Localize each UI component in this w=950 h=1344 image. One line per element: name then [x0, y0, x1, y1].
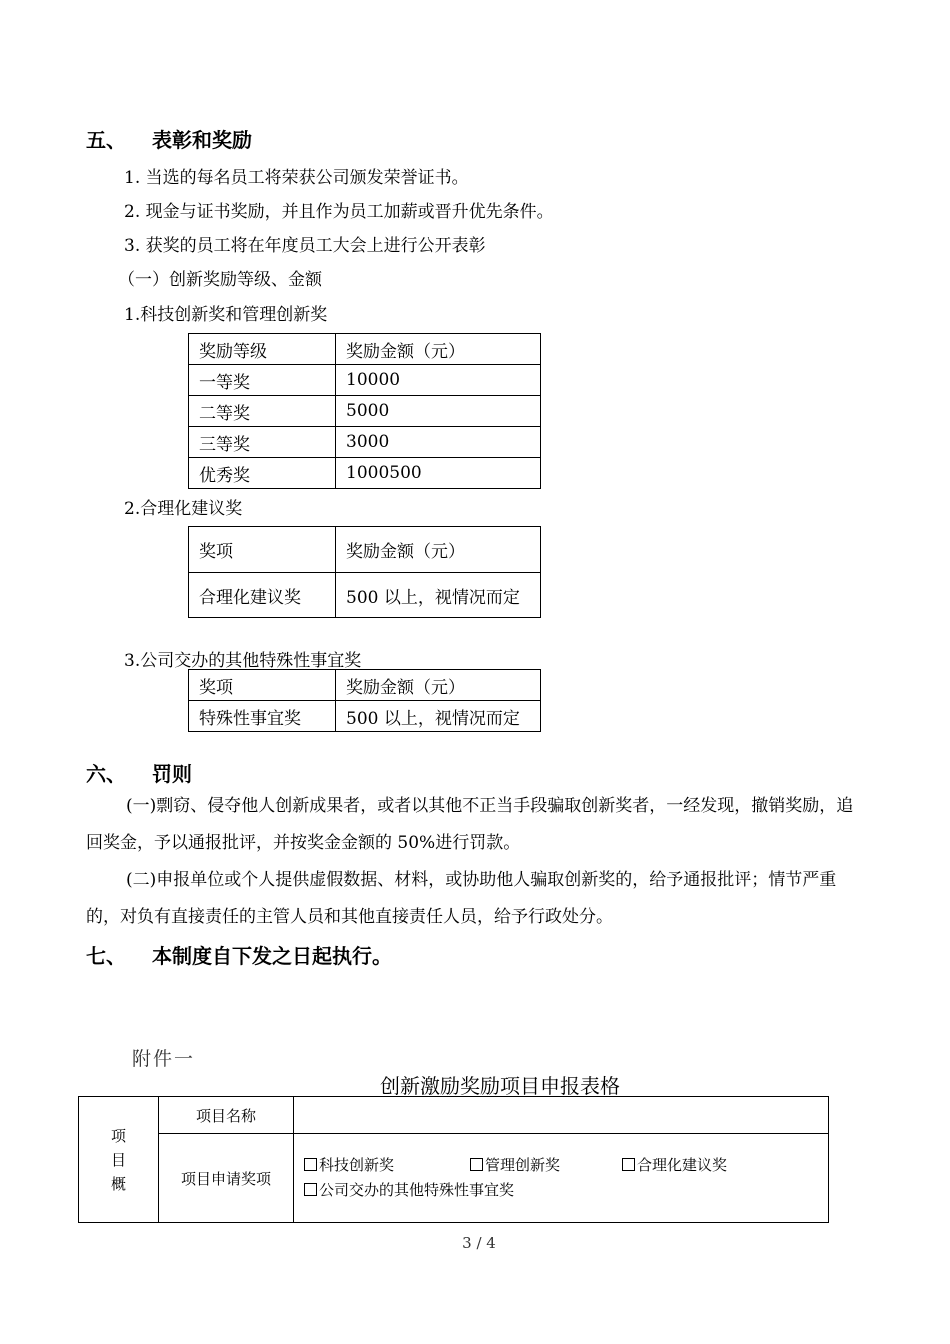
award-option-rational[interactable] [622, 1153, 727, 1178]
award-option-tech[interactable] [304, 1153, 470, 1178]
table-cell: 三等奖 [189, 427, 336, 458]
project-name-label: 项目名称 [159, 1097, 294, 1134]
rational-award-table [188, 526, 541, 618]
table-row [189, 396, 541, 427]
checkbox-icon[interactable] [622, 1158, 635, 1171]
table-cell: 3000 [336, 427, 541, 458]
table-cell: 合理化建议奖 [189, 573, 336, 618]
table-cell: 500 以上，视情况而定 [336, 701, 541, 732]
form-title: 创新激励奖励项目申报表格 [380, 1074, 620, 1098]
table-header-cell: 奖励金额（元） [336, 527, 541, 573]
side-label-char: 目 [110, 1150, 126, 1169]
table-row [189, 573, 541, 618]
section-7-title: 本制度自下发之日起执行。 [152, 944, 392, 968]
section-5-item-2: 2. 现金与证书奖励，并且作为员工加薪或晋升优先条件。 [124, 202, 554, 222]
table-cell: 5000 [336, 396, 541, 427]
table-header-cell: 奖项 [189, 527, 336, 573]
award-option-label: 科技创新奖 [319, 1156, 395, 1174]
side-label-char: 概 [110, 1174, 126, 1193]
section-7-number: 七、 [86, 944, 126, 968]
table-header-cell: 奖项 [189, 670, 336, 701]
table-header-cell: 奖励金额（元） [336, 334, 541, 365]
section-6-heading [86, 758, 192, 787]
table-row [189, 458, 541, 489]
page-number: 3 / 4 [462, 1234, 496, 1252]
penalty-paragraph-1: (一)剽窃、侵夺他人创新成果者，或者以其他不正当手段骗取创新奖者，一经发现，撤销奖励，追回奖金，予以通报批评，并按奖金金额的 50%进行罚款。 [86, 796, 854, 853]
section-5-heading [86, 124, 252, 153]
section-5-item-1: 1. 当选的每名员工将荣获公司颁发荣誉证书。 [124, 168, 469, 188]
table-row [189, 701, 541, 732]
form-row-award-type [79, 1134, 829, 1223]
checkbox-icon[interactable] [304, 1183, 317, 1196]
award-option-label: 合理化建议奖 [637, 1156, 728, 1174]
tech-award-title: 1.科技创新奖和管理创新奖 [124, 305, 328, 325]
award-option-label: 管理创新奖 [485, 1156, 561, 1174]
award-option-special[interactable] [304, 1178, 514, 1203]
rational-award-title: 2.合理化建议奖 [124, 499, 243, 519]
tech-award-table [188, 333, 541, 489]
table-header-cell: 奖励等级 [189, 334, 336, 365]
table-cell: 优秀奖 [189, 458, 336, 489]
annex-label: 附件一 [132, 1048, 196, 1070]
table-header-cell: 奖励金额（元） [336, 670, 541, 701]
application-form-table [78, 1096, 829, 1223]
form-row-project-name [79, 1097, 829, 1134]
project-overview-label [79, 1097, 159, 1223]
table-cell: 一等奖 [189, 365, 336, 396]
table-cell: 10000 [336, 365, 541, 396]
table-header-row [189, 670, 541, 701]
award-option-label: 公司交办的其他特殊性事宜奖 [319, 1181, 515, 1199]
side-label-char: 项 [110, 1126, 126, 1145]
reward-level-subheading: （一）创新奖励等级、金额 [118, 270, 322, 290]
checkbox-icon[interactable] [470, 1158, 483, 1171]
table-row [189, 427, 541, 458]
penalty-paragraph-2: (二)申报单位或个人提供虚假数据、材料，或协助他人骗取创新奖的，给予通报批评；情节严重的，对负有直接责任的主管人员和其他直接责任人员，给予行政处分。 [86, 870, 837, 927]
table-header-row [189, 334, 541, 365]
section-7-heading [86, 940, 392, 969]
table-header-row [189, 527, 541, 573]
award-type-label: 项目申请奖项 [159, 1134, 294, 1223]
award-option-management[interactable] [470, 1153, 622, 1178]
special-award-table [188, 669, 541, 732]
table-cell: 500 以上，视情况而定 [336, 573, 541, 618]
table-cell: 二等奖 [189, 396, 336, 427]
section-6-title: 罚则 [152, 762, 192, 786]
section-5-number: 五、 [86, 128, 126, 152]
table-cell: 1000500 [336, 458, 541, 489]
special-award-title: 3.公司交办的其他特殊性事宜奖 [124, 651, 362, 671]
section-6-number: 六、 [86, 762, 126, 786]
project-name-field[interactable] [294, 1097, 829, 1134]
section-5-title: 表彰和奖励 [152, 128, 252, 152]
table-row [189, 365, 541, 396]
checkbox-icon[interactable] [304, 1158, 317, 1171]
table-cell: 特殊性事宜奖 [189, 701, 336, 732]
section-5-item-3: 3. 获奖的员工将在年度员工大会上进行公开表彰 [124, 236, 486, 256]
award-type-options [294, 1134, 829, 1223]
